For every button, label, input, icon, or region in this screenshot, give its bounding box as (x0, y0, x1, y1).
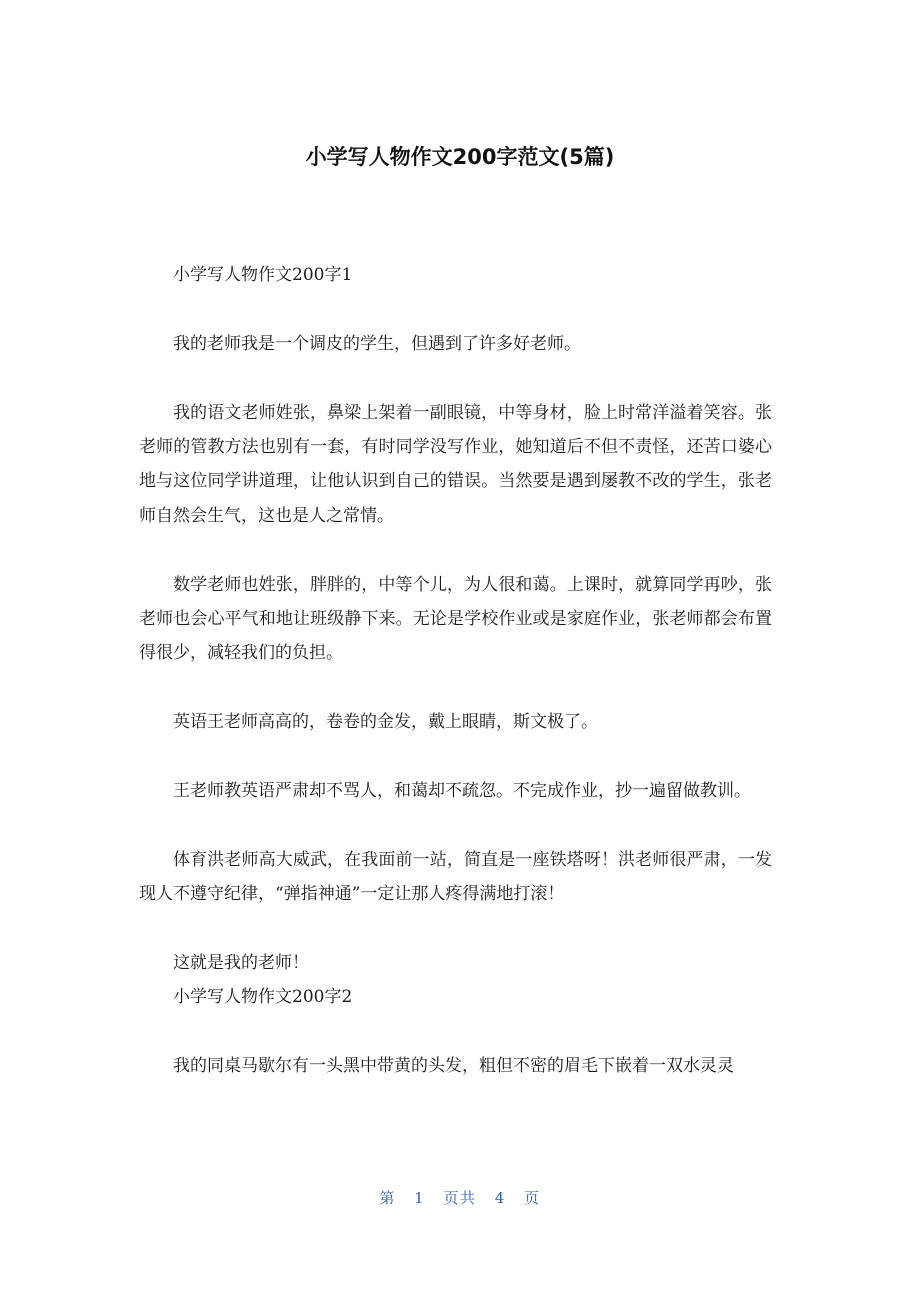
footer-label-before: 第 (379, 1189, 396, 1207)
footer-label-after: 页 (524, 1189, 541, 1207)
paragraph: 我的老师我是一个调皮的学生，但遇到了许多好老师。 (173, 333, 581, 354)
section-heading-1: 小学写人物作文200字1 (173, 265, 353, 285)
paragraph: 我的同桌马歇尔有一头黑中带黄的头发，粗但不密的眉毛下嵌着一双水灵灵 (173, 1056, 734, 1077)
paragraph: 这就是我的老师！ (173, 953, 309, 974)
paragraph: 数学老师也姓张，胖胖的，中等个儿，为人很和蔼。上课时，就算同学再吵，张老师也会心平气和地让班级静下来。无论是学校作业或是家庭作业，张老师都会布置得很少，减轻我们的负担。 (139, 574, 772, 664)
footer-label-middle: 页共 (443, 1189, 477, 1207)
footer-total-pages: 4 (494, 1189, 506, 1207)
paragraph: 王老师教英语严肃却不骂人，和蔼却不疏忽。不完成作业，抄一遍留做教训。 (173, 781, 751, 802)
page-footer (0, 1186, 920, 1210)
document-title: 小学写人物作文200字范文(5篇) (305, 145, 615, 169)
section-heading-2: 小学写人物作文200字2 (173, 987, 353, 1008)
paragraph: 体育洪老师高大威武，在我面前一站，简直是一座铁塔呀！洪老师很严肃，一发现人不遵守纪律，“弹指神通”一定让那人疼得满地打滚！ (139, 849, 772, 905)
footer-current-page: 1 (414, 1189, 426, 1207)
document-body (139, 258, 772, 1084)
paragraph: 英语王老师高高的，卷卷的金发，戴上眼睛，斯文极了。 (173, 712, 598, 733)
paragraph: 我的语文老师姓张，鼻梁上架着一副眼镜，中等身材，脸上时常洋溢着笑容。张老师的管教方法也别有一套，有时同学没写作业，她知道后不但不责怪，还苦口婆心地与这位同学讲道理，让他认识到自己的错误。当然要是遇到屡教不改的学生，张老师自然会生气，这也是人之常情。 (139, 402, 772, 526)
